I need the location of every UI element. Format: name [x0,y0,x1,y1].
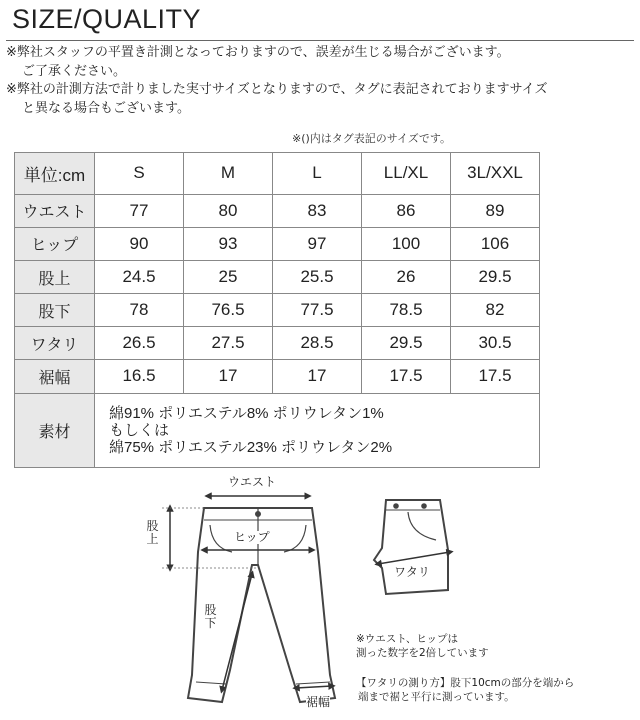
table-cell: 17 [184,360,273,393]
table-cell: 16.5 [95,360,184,393]
size-header-l: L [273,153,362,195]
table-cell: 97 [273,227,362,260]
size-header-ll: LL/XL [362,153,451,195]
material-line-1: 綿91% ポリエステル8% ポリウレタン1% [109,404,384,422]
inseam-label: 股下 [204,603,217,630]
row-label: ワタリ [15,327,95,360]
table-cell: 27.5 [184,327,273,360]
table-cell: 86 [362,194,451,227]
thigh-label: ワタリ [394,565,430,579]
row-label: ヒップ [15,227,95,260]
table-cell: 93 [184,227,273,260]
table-cell: 26.5 [95,327,184,360]
table-cell: 82 [451,294,540,327]
note-1-line-1: ※弊社スタッフの平置き計測となっておりますので、誤差が生じる場合がございます。 [6,45,510,60]
notes [6,44,636,118]
measurement-diagram [0,470,640,720]
tag-size-note: ※()内はタグ表記のサイズです。 [292,132,452,145]
hem-label: 裾幅 [306,695,331,709]
waist-hip-note-line-1: ※ウエスト、ヒップは [356,633,459,645]
note-2-line-2: と異なる場合もございます。 [22,100,190,116]
table-cell: 30.5 [451,327,540,360]
table-row [15,227,540,260]
table-cell: 89 [451,194,540,227]
thigh-method-note-line-1: 【ワタリの測り方】股下10cmの部分を端から [356,677,575,689]
table-cell: 83 [273,194,362,227]
table-cell: 17 [273,360,362,393]
material-text [95,393,540,467]
size-header-3l: 3L/XXL [451,153,540,195]
size-header-s: S [95,153,184,195]
waist-hip-note [356,632,489,660]
table-cell: 25.5 [273,261,362,294]
table-cell: 77.5 [273,294,362,327]
table-cell: 78.5 [362,294,451,327]
size-table [14,152,540,468]
material-label: 素材 [15,393,95,467]
table-cell: 100 [362,227,451,260]
hem-arrow [296,686,332,688]
table-cell: 78 [95,294,184,327]
table-cell: 28.5 [273,327,362,360]
material-row [15,393,540,467]
table-cell: 24.5 [95,261,184,294]
pants-side-illustration [374,500,448,594]
thigh-method-note [356,676,574,704]
rise-label: 股上 [146,519,159,546]
table-row [15,360,540,393]
table-row [15,327,540,360]
table-cell: 25 [184,261,273,294]
table-cell: 29.5 [451,261,540,294]
table-cell: 17.5 [362,360,451,393]
row-label: 股上 [15,261,95,294]
table-cell: 76.5 [184,294,273,327]
table-cell: 17.5 [451,360,540,393]
waist-label: ウエスト [228,475,277,489]
unit-label: 単位:cm [15,153,95,195]
page-title: SIZE/QUALITY [12,4,202,34]
table-cell: 90 [95,227,184,260]
title-divider [6,40,634,41]
note-2-line-1: ※弊社の計測方法で計りました実寸サイズとなりますので、タグに表記されておりますサイズ [6,82,548,97]
note-1-line-2: ご了承ください。 [22,63,127,79]
table-cell: 106 [451,227,540,260]
table-cell: 80 [184,194,273,227]
table-cell: 26 [362,261,451,294]
row-label: 股下 [15,294,95,327]
waist-hip-note-line-2: 測った数字を2倍しています [356,647,489,659]
table-cell: 29.5 [362,327,451,360]
table-row [15,294,540,327]
thigh-arrow [378,552,450,564]
thigh-method-note-line-2: 端まで裾と平行に測っています。 [358,691,515,703]
size-header-m: M [184,153,273,195]
table-row [15,194,540,227]
table-row [15,261,540,294]
hip-label: ヒップ [234,530,270,544]
material-line-3: 綿75% ポリエステル23% ポリウレタン2% [109,438,393,456]
row-label: 裾幅 [15,360,95,393]
row-label: ウエスト [15,194,95,227]
material-line-2: もしくは [109,421,170,439]
table-cell: 77 [95,194,184,227]
size-header-row [15,153,540,195]
inseam-arrow [222,574,252,690]
